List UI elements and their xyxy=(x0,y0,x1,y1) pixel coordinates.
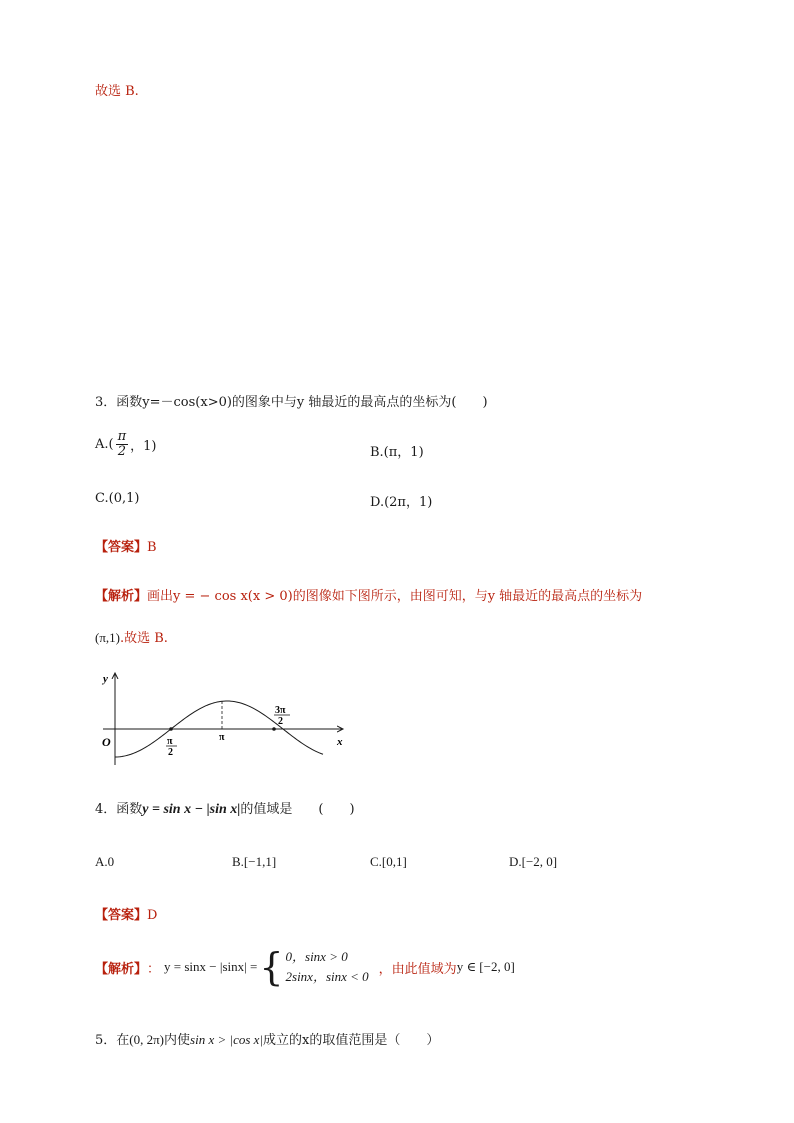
q5-stem-interval: (0, 2π) xyxy=(129,1032,165,1047)
q3-answer-label: 【答案】 xyxy=(95,540,148,555)
q4-case-2: 2sinx，sinx < 0 xyxy=(285,969,369,985)
q4-analysis-colon: ： xyxy=(147,961,161,977)
q4-stem xyxy=(95,798,355,818)
q4-option-a: A.0 xyxy=(95,854,115,869)
cosine-graph xyxy=(95,665,360,770)
q4-answer-value: D xyxy=(147,908,158,923)
q4-stem-prefix: 4．函数 xyxy=(95,802,143,817)
q4-stem-suffix: 的值域是 ( ) xyxy=(240,802,355,817)
q4-cases xyxy=(286,947,369,987)
q3-option-a-fraction xyxy=(116,430,129,460)
tick-pi: π xyxy=(219,732,225,743)
q5-stem-mid: 内使 xyxy=(164,1033,191,1048)
q4-piecewise xyxy=(257,945,369,990)
tick-pi-half-den: 2 xyxy=(168,747,173,758)
q5-stem xyxy=(95,1029,439,1048)
top-conclusion: 故选 B. xyxy=(95,84,139,99)
graph-x-label: x xyxy=(337,736,343,748)
q4-analysis-tail: ，由此值域为 xyxy=(378,961,457,977)
q4-answer xyxy=(95,904,157,923)
q3-stem: 3．函数y=－cos(x>0)的图象中与y 轴最近的最高点的坐标为( ) xyxy=(95,395,488,410)
q4-answer-label: 【答案】 xyxy=(95,908,148,923)
q3-analysis-line1 xyxy=(95,585,642,604)
q3-option-a xyxy=(95,430,156,460)
q3-answer-value: B xyxy=(147,540,157,555)
q3-analysis-line2 xyxy=(95,627,168,646)
root-dot-pi-half xyxy=(169,727,173,731)
q3-option-a-prefix: A.( xyxy=(95,437,114,453)
q4-analysis-label: 【解析】 xyxy=(95,961,148,977)
root-dot-3pi-half xyxy=(272,727,276,731)
q3-option-d: D.(2π，1) xyxy=(370,495,433,510)
q4-option-c: C.[0,1] xyxy=(370,854,407,869)
graph-y-label: y xyxy=(103,673,108,685)
q5-stem-math: sin x > |cos x| xyxy=(190,1032,263,1047)
q5-stem-suffix: 成立的x的取值范围是（ ） xyxy=(263,1033,440,1048)
q4-analysis xyxy=(95,945,515,990)
q4-analysis-range: y ∈ [−2, 0] xyxy=(456,959,515,975)
q4-option-b: B.[−1,1] xyxy=(232,854,277,869)
q3-analysis-text: 画出y = − cos x(x > 0)的图像如下图所示，由图可知，与y 轴最近的最高点的坐标为 xyxy=(147,589,643,604)
q4-option-d: D.[−2, 0] xyxy=(509,854,558,869)
q3-option-a-suffix: ，1) xyxy=(130,439,157,455)
q4-stem-math: y = sin x − |sin x| xyxy=(142,802,241,817)
q5-stem-prefix: 5．在 xyxy=(95,1033,130,1048)
tick-pi-half-num: π xyxy=(167,736,173,747)
graph-origin-label: O xyxy=(102,735,111,749)
q3-option-a-frac-den: 2 xyxy=(117,444,126,460)
left-brace-icon: { xyxy=(259,945,284,990)
q4-case-1: 0，sinx > 0 xyxy=(285,949,348,964)
q3-option-a-frac-num: π xyxy=(117,429,127,444)
q3-option-b: B.(π，1) xyxy=(370,445,424,460)
q3-option-c: C.(0,1) xyxy=(95,491,140,506)
q3-analysis-conclusion: .故选 B. xyxy=(119,631,168,646)
q3-analysis-label: 【解析】 xyxy=(95,589,148,604)
q3-answer xyxy=(95,536,157,555)
q4-analysis-math: y = sinx − |sinx| = xyxy=(164,959,258,975)
q3-analysis-point: (π,1) xyxy=(95,630,120,645)
tick-3pi-half-num: 3π xyxy=(275,705,286,716)
tick-3pi-half-den: 2 xyxy=(278,716,283,727)
